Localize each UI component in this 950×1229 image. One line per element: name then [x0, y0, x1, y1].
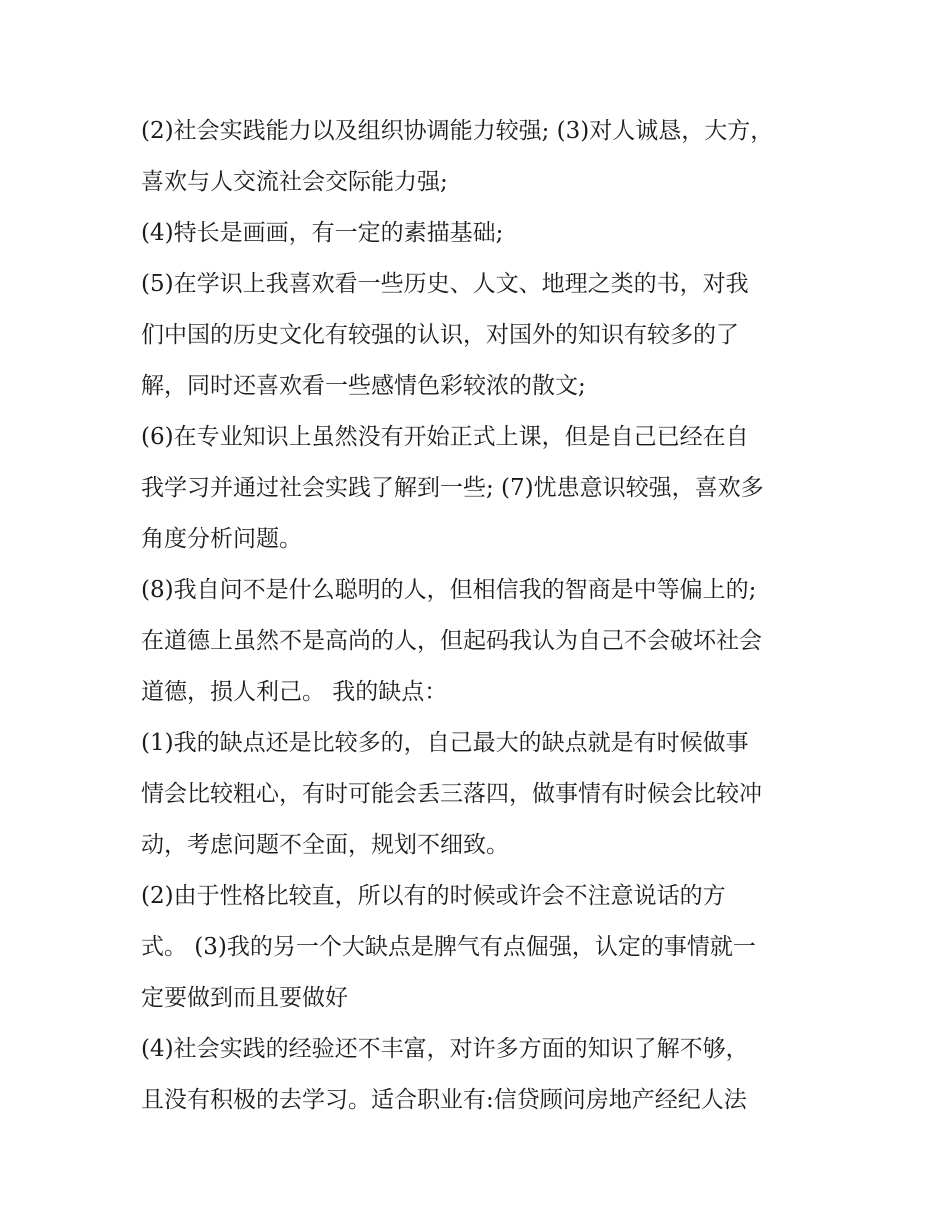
text-line: 角度分析问题。 [141, 526, 302, 552]
text-line: 式。 (3)我的另一个大缺点是脾气有点倔强，认定的事情就一 [141, 934, 756, 960]
text-line: (4)社会实践的经验还不丰富，对许多方面的知识了解不够， [141, 1036, 749, 1062]
text-line: 道德，损人利己。 我的缺点： [141, 679, 448, 705]
text-line: (8)我自问不是什么聪明的人，但相信我的智商是中等偏上的; [141, 577, 757, 603]
text-line: 解，同时还喜欢看一些感情色彩较浓的散文; [141, 373, 586, 399]
text-line: 在道德上虽然不是高尚的人，但起码我认为自己不会破坏社会 [141, 628, 762, 654]
text-line: (1)我的缺点还是比较多的，自己最大的缺点就是有时候做事 [141, 730, 749, 756]
text-line: (2)社会实践能力以及组织协调能力较强; (3)对人诚恳，大方， [141, 118, 774, 144]
text-line: (5)在学识上我喜欢看一些历史、人文、地理之类的书，对我 [141, 271, 749, 297]
text-line: 喜欢与人交流社会交际能力强; [141, 169, 448, 195]
text-line: 们中国的历史文化有较强的认识，对国外的知识有较多的了 [141, 322, 739, 348]
text-line: (6)在专业知识上虽然没有开始正式上课，但是自己已经在自 [141, 424, 749, 450]
text-line: 我学习并通过社会实践了解到一些; (7)忧患意识较强，喜欢多 [141, 475, 764, 501]
body-text [141, 106, 821, 1126]
text-line: (2)由于性格比较直，所以有的时候或许会不注意说话的方 [141, 883, 726, 909]
text-line: (4)特长是画画，有一定的素描基础; [141, 220, 504, 246]
text-line: 定要做到而且要做好 [141, 985, 348, 1011]
text-line: 且没有积极的去学习。适合职业有:信贷顾问房地产经纪人法 [141, 1087, 747, 1113]
text-line: 动，考虑问题不全面，规划不细致。 [141, 832, 509, 858]
text-line: 情会比较粗心，有时可能会丢三落四，做事情有时候会比较冲 [141, 781, 762, 807]
